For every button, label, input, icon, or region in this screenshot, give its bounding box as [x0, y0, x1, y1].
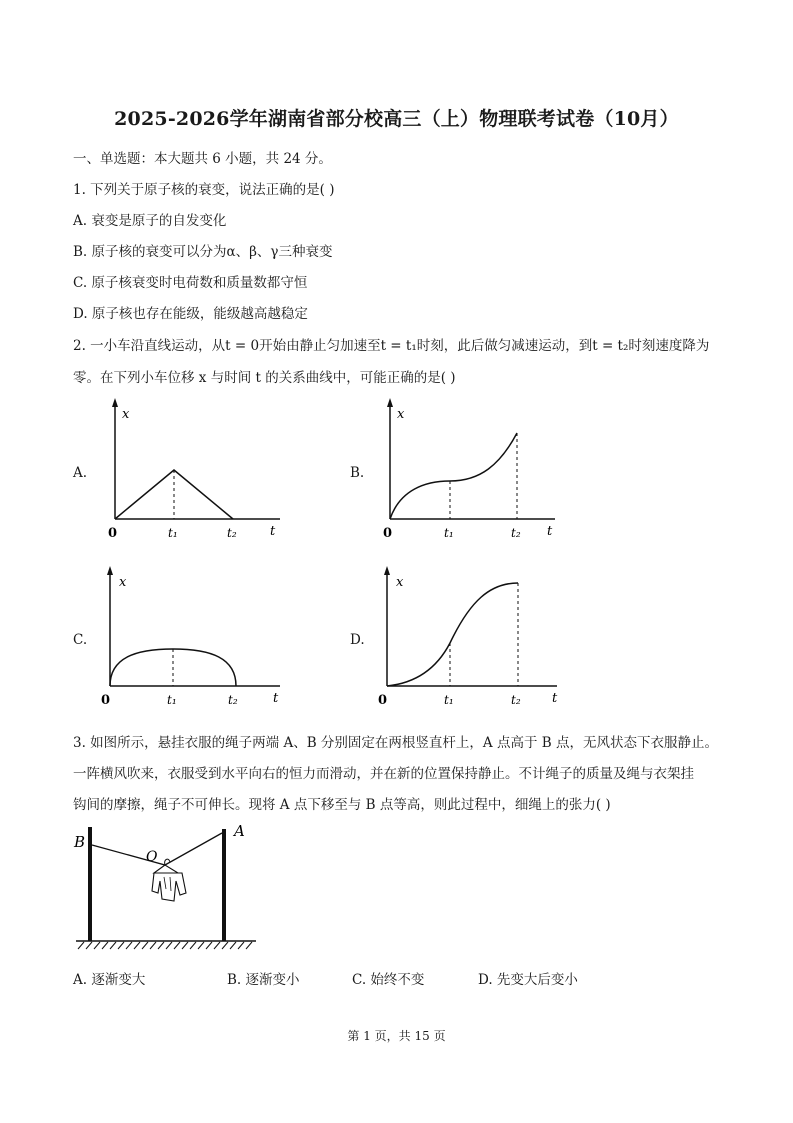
graph-d-t-label: t — [552, 691, 558, 706]
question-3-stem-line-3: 钩间的摩擦，绳子不可伸长。现将 A 点下移至与 B 点等高，则此过程中，细绳上的张力( ) — [73, 797, 611, 813]
graph-d-x-label: x — [396, 575, 404, 590]
graph-a-x-label: x — [122, 407, 130, 422]
graph-b-label: B. — [350, 465, 365, 481]
question-3-option-d: D. 先变大后变小 — [478, 972, 578, 988]
graph-d-curve — [387, 583, 518, 686]
graph-a-label: A. — [73, 465, 88, 481]
question-3-option-c: C. 始终不变 — [352, 972, 425, 988]
graph-c-t-label: t — [273, 691, 279, 706]
graph-a-t2-label: t₂ — [227, 526, 237, 540]
graph-a-origin-label: 0 — [108, 526, 118, 541]
question-3-option-a: A. 逐渐变大 — [73, 972, 146, 988]
graph-d-t1-label: t₁ — [444, 693, 454, 707]
question-3-stem-line-2: 一阵横风吹来，衣服受到水平向右的恒力而滑动，并在新的位置保持静止。不计绳子的质量及绳与衣架挂 — [73, 766, 694, 782]
graph-b-x-label: x — [397, 407, 405, 422]
graph-d-x-arrow-icon — [384, 566, 390, 575]
question-3-option-b: B. 逐渐变小 — [227, 972, 300, 988]
graph-a-x-arrow-icon — [112, 398, 118, 407]
question-2-stem-line-1: 2. 一小车沿直线运动，从t = 0开始由静止匀加速至t = t₁时刻，此后做匀减速运动，到t = t₂时刻速度降为 — [73, 338, 710, 354]
clothes-icon — [152, 873, 186, 901]
question-1-option-a: A. 衰变是原子的自发变化 — [73, 213, 227, 229]
point-b-label: B — [74, 833, 86, 851]
graph-b-x-arrow-icon — [387, 398, 393, 407]
graph-a — [100, 395, 290, 545]
graph-c-t2-label: t₂ — [228, 693, 238, 707]
question-1-option-b: B. 原子核的衰变可以分为α、β、γ三种衰变 — [73, 244, 333, 260]
question-1-option-d: D. 原子核也存在能级，能级越高越稳定 — [73, 306, 308, 322]
graph-b-t2-label: t₂ — [511, 526, 521, 540]
right-pole — [222, 829, 226, 941]
clothesline-figure — [70, 815, 260, 955]
point-a-label: A — [234, 822, 245, 840]
graph-c-origin-label: 0 — [101, 693, 111, 708]
question-1-option-c: C. 原子核衰变时电荷数和质量数都守恒 — [73, 275, 308, 291]
graph-b-curve — [390, 433, 517, 519]
graph-c-t1-label: t₁ — [167, 693, 177, 707]
graph-d — [372, 563, 572, 713]
graph-c-x-arrow-icon — [107, 566, 113, 575]
graph-d-t2-label: t₂ — [511, 693, 521, 707]
graph-a-t1-label: t₁ — [168, 526, 178, 540]
graph-b-t1-label: t₁ — [444, 526, 454, 540]
graph-b — [375, 395, 565, 545]
page-title: 2025-2026学年湖南省部分校高三（上）物理联考试卷（10月） — [114, 108, 679, 130]
hanger-icon — [154, 865, 178, 873]
left-pole — [88, 827, 92, 941]
graph-d-label: D. — [350, 632, 365, 648]
section-heading: 一、单选题：本大题共 6 小题，共 24 分。 — [73, 151, 332, 167]
point-o-label: O — [146, 849, 158, 865]
question-2-stem-line-2: 零。在下列小车位移 x 与时间 t 的关系曲线中，可能正确的是( ) — [73, 370, 456, 386]
question-3-stem-line-1: 3. 如图所示，悬挂衣服的绳子两端 A、B 分别固定在两根竖直杆上，A 点高于 B 点，无风状态下衣服静止。 — [73, 735, 718, 751]
ground-hatch — [78, 942, 252, 949]
page-footer: 第 1 页，共 15 页 — [347, 1029, 446, 1043]
graph-d-origin-label: 0 — [378, 693, 388, 708]
graph-b-t-label: t — [547, 524, 553, 539]
graph-c-x-label: x — [119, 575, 127, 590]
graph-c-label: C. — [73, 632, 88, 648]
question-1-stem: 1. 下列关于原子核的衰变，说法正确的是( ) — [73, 182, 335, 198]
graph-c — [95, 563, 295, 713]
graph-b-origin-label: 0 — [383, 526, 393, 541]
graph-a-t-label: t — [270, 524, 276, 539]
